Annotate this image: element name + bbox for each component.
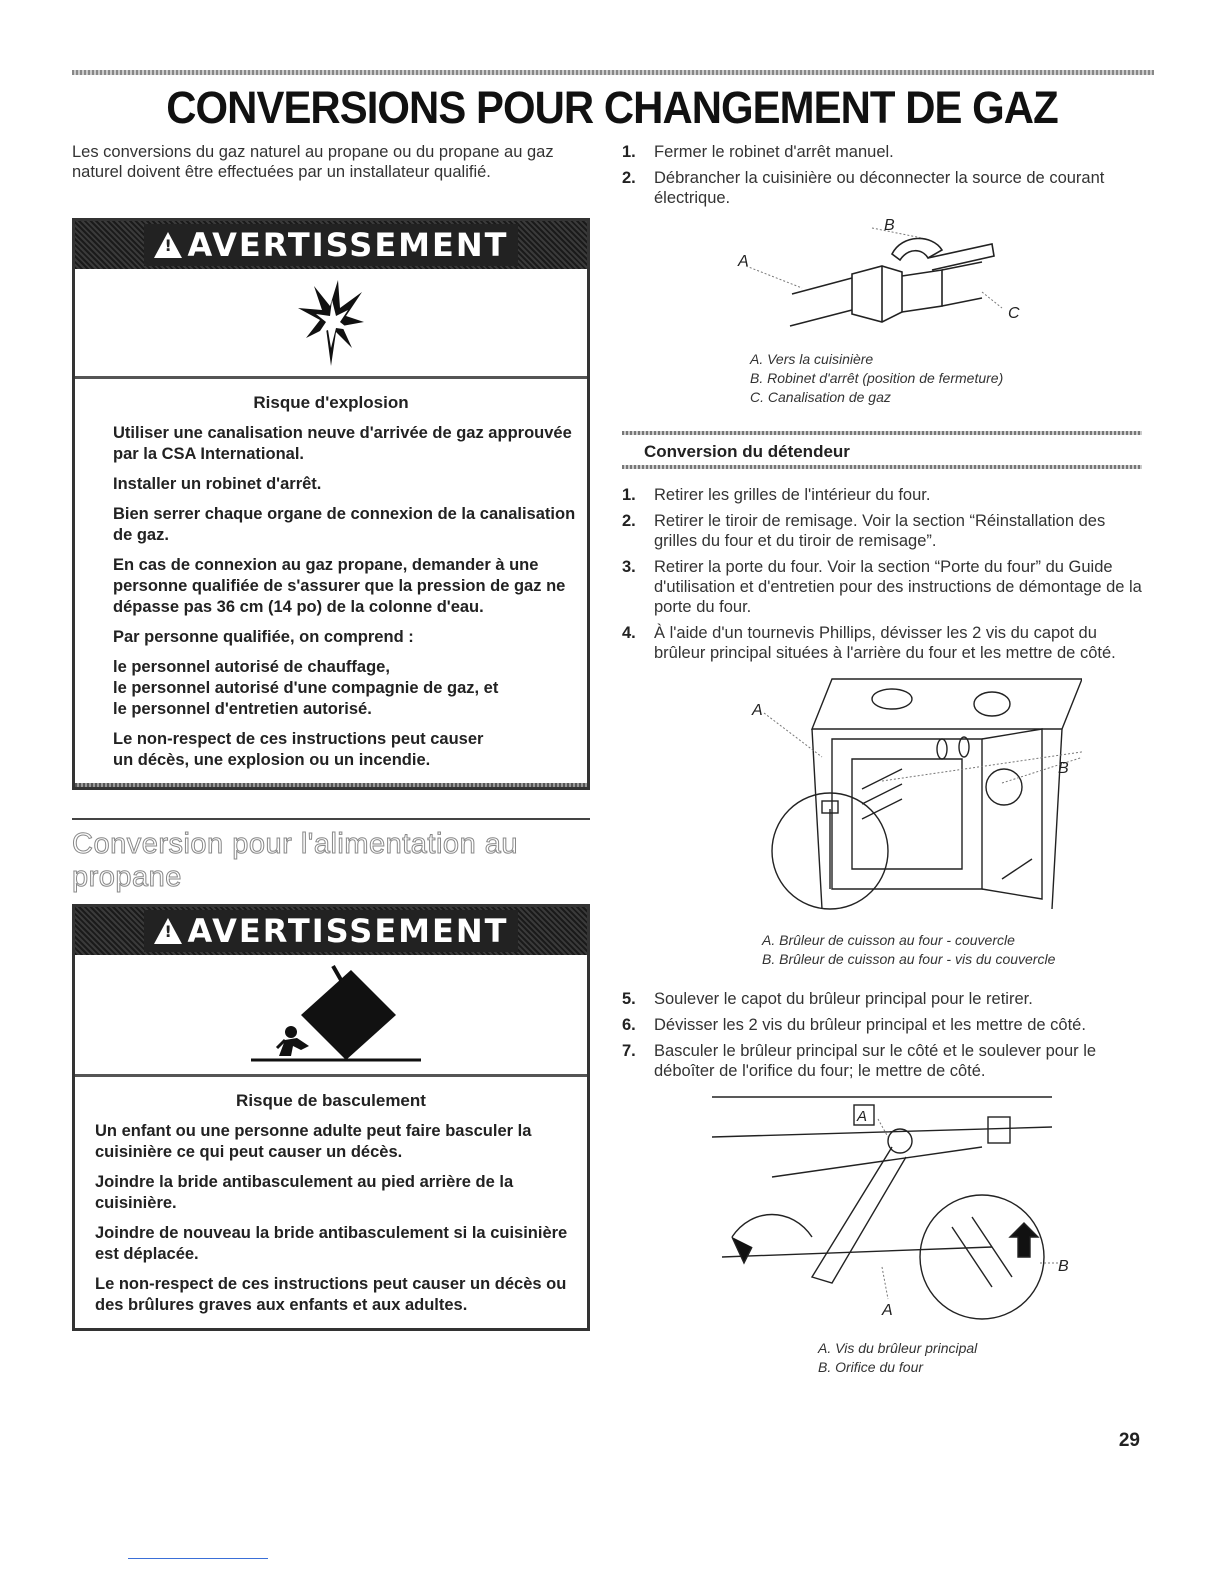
warning-body (75, 379, 587, 783)
list-item: 3. Retirer la porte du four. Voir la section “Porte du four” du Guide d'utilisation et d'entretien pour des instructions de démontage de la porte du four. (622, 558, 1142, 616)
warning-header (75, 907, 587, 955)
list-item: 2. Débrancher la cuisinière ou déconnecter la source de courant électrique. (622, 169, 1105, 207)
tip-over-icon (75, 955, 587, 1077)
risk-title: Risque d'explosion (253, 393, 409, 412)
explosion-warning-box (72, 218, 590, 790)
label-b: B (1058, 760, 1069, 777)
right-column (622, 142, 1142, 1377)
shutoff-valve-illustration (732, 214, 1032, 342)
warning-triangle-icon: ! (154, 232, 182, 258)
warning-header (75, 221, 587, 269)
label-b: B (884, 217, 895, 234)
warning-body (75, 1077, 587, 1328)
page-number: 29 (1118, 1430, 1140, 1451)
caption: B. Robinet d'arrêt (position de fermeture) (750, 370, 1004, 386)
section-divider (72, 818, 590, 820)
subsection-heading: Conversion du détendeur (644, 442, 850, 461)
page-title: CONVERSIONS POUR CHANGEMENT DE GAZ (166, 82, 1058, 133)
label-a-inner: A (857, 1108, 868, 1125)
list-item: 5. Soulever le capot du brûleur principal pour le retirer. (622, 990, 1033, 1008)
subsection-rule (622, 465, 1142, 469)
explosion-icon (75, 269, 587, 379)
warning-line: le personnel autorisé d'une compagnie de gaz, et (113, 679, 499, 697)
warning-line: Par personne qualifiée, on comprend : (113, 628, 414, 646)
oven-burner-cover-figure (622, 669, 1142, 919)
main-burner-illustration (692, 1087, 1072, 1327)
intro-text: Les conversions du gaz naturel au propane ou du propane au gaz naturel doivent être effectuées par un installateur qualifié. (72, 143, 554, 181)
top-rule (72, 70, 1154, 75)
label-a: A (752, 702, 763, 719)
warning-line: Utiliser une canalisation neuve d'arrivée de gaz approuvée par la CSA International. (113, 424, 572, 463)
caption: A. Brûleur de cuisson au four - couvercle (762, 932, 1015, 948)
caption: B. Brûleur de cuisson au four - vis du couvercle (762, 951, 1056, 967)
warning-line: Joindre la bride antibasculement au pied arrière de la cuisinière. (95, 1173, 514, 1212)
warning-line: le personnel autorisé de chauffage, (113, 658, 390, 676)
left-column (72, 142, 590, 1331)
footer-rule (128, 1558, 268, 1559)
list-item: 2. Retirer le tiroir de remisage. Voir la section “Réinstallation des grilles du four et du tiroir de remisage”. (622, 512, 1106, 550)
warning-line: Installer un robinet d'arrêt. (113, 475, 322, 493)
list-item: 1. Retirer les grilles de l'intérieur du four. (622, 486, 931, 504)
caption: C. Canalisation de gaz (750, 389, 891, 405)
label-a: A (882, 1302, 893, 1319)
list-item: 7. Basculer le brûleur principal sur le côté et le soulever pour le déboîter de l'orifice du four; le mettre de côté. (622, 1042, 1097, 1080)
caption: B. Orifice du four (818, 1359, 924, 1375)
shutoff-valve-figure (622, 214, 1142, 342)
section-heading: Conversion pour l'alimentation au propane (72, 828, 519, 893)
warning-line: Le non-respect de ces instructions peut causer (113, 730, 484, 748)
warning-line: Bien serrer chaque organe de connexion de la canalisation de gaz. (113, 505, 576, 544)
regulator-steps (622, 485, 1142, 663)
label-a: A (738, 253, 749, 270)
warning-line: le personnel d'entretien autorisé. (113, 700, 372, 718)
warning-header-label: AVERTISSEMENT (187, 226, 509, 264)
list-item: 6. Dévisser les 2 vis du brûleur principal et les mettre de côté. (622, 1016, 1086, 1034)
warning-line: un décès, une explosion ou un incendie. (113, 751, 431, 769)
warning-triangle-icon: ! (154, 918, 182, 944)
main-burner-figure (622, 1087, 1142, 1327)
warning-line: Un enfant ou une personne adulte peut faire basculer la cuisinière ce qui peut causer un décès. (95, 1122, 532, 1161)
label-b: B (1058, 1258, 1069, 1275)
warning-line: En cas de connexion au gaz propane, demander à une personne qualifiée de s'assurer que la pression de gaz ne dépasse pas 36 cm (14 po) de la colonne d'eau. (113, 556, 566, 616)
list-item: 4. À l'aide d'un tournevis Phillips, dévisser les 2 vis du capot du brûleur principal situées à l'arrière du four et les mettre de côté. (622, 624, 1116, 662)
warning-footer-stripe (75, 783, 587, 787)
warning-header-label: AVERTISSEMENT (187, 912, 509, 950)
tip-over-warning-box (72, 904, 590, 1331)
caption: A. Vis du brûleur principal (818, 1340, 978, 1356)
warning-line: Joindre de nouveau la bride antibasculement si la cuisinière est déplacée. (95, 1224, 568, 1263)
caption: A. Vers la cuisinière (750, 351, 874, 367)
burner-steps (622, 989, 1142, 1081)
oven-burner-illustration (682, 669, 1082, 919)
shutoff-steps (622, 142, 1142, 208)
warning-line: Le non-respect de ces instructions peut causer un décès ou des brûlures graves aux enfants et aux adultes. (95, 1275, 567, 1314)
label-c: C (1008, 305, 1020, 322)
list-item: 1. Fermer le robinet d'arrêt manuel. (622, 143, 894, 161)
risk-title: Risque de basculement (236, 1091, 426, 1110)
